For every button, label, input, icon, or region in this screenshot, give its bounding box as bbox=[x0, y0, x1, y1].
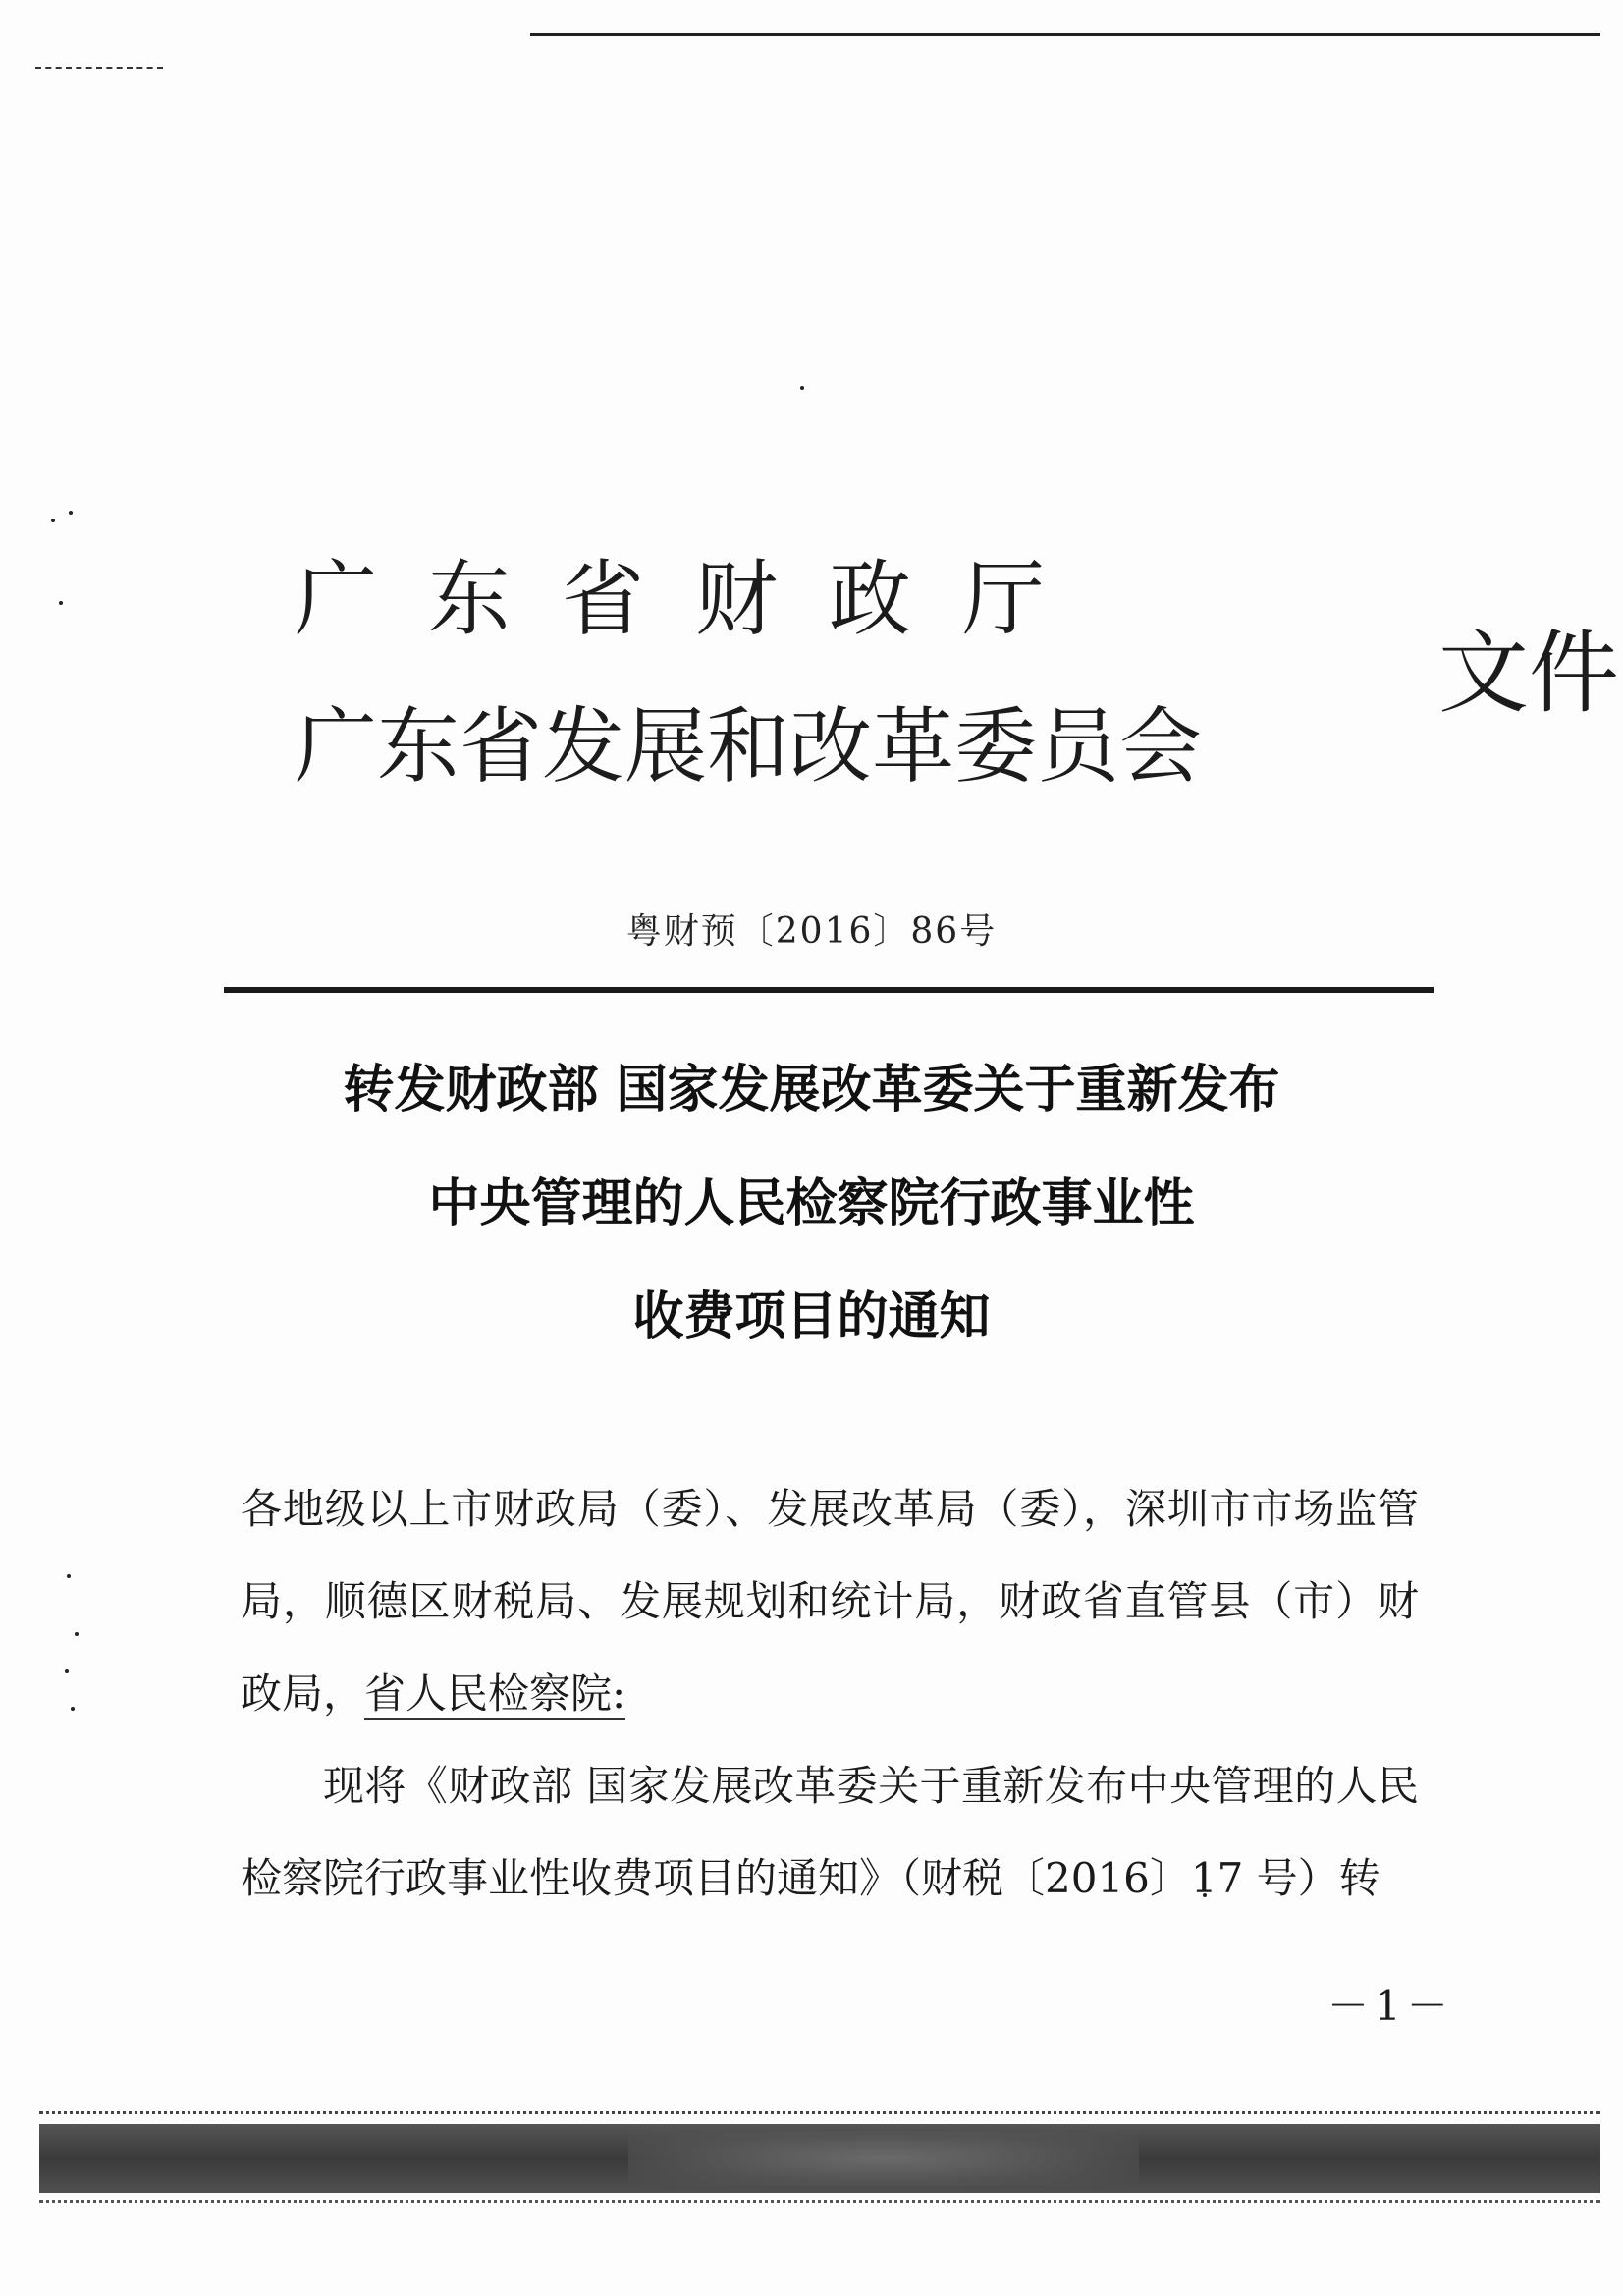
scan-bottom-noise bbox=[39, 2200, 1600, 2213]
org-name-finance: 广东省财政厅 bbox=[295, 551, 1097, 647]
header-separator-line bbox=[224, 987, 1434, 993]
page-number: －1－ bbox=[1327, 1982, 1454, 2030]
scan-speck bbox=[75, 1632, 79, 1636]
document-title-line-1: 转发财政部 国家发展改革委关于重新发布 bbox=[343, 1061, 1280, 1120]
recipients-paragraph bbox=[241, 1463, 1419, 1740]
scan-speck bbox=[71, 1707, 75, 1711]
scan-top-left-mark bbox=[35, 67, 163, 71]
scan-speck bbox=[59, 601, 63, 605]
document-title-line-2: 中央管理的人民检察院行政事业性 bbox=[428, 1175, 1195, 1233]
issuing-authorities bbox=[295, 551, 1620, 813]
document-title-line-3: 收费项目的通知 bbox=[632, 1287, 991, 1346]
recipients-underlined-text: 省人民检察院: bbox=[364, 1669, 626, 1718]
document-type-label: 文件 bbox=[1438, 621, 1620, 726]
scan-speck bbox=[51, 519, 55, 522]
scan-bottom-blot bbox=[628, 2131, 1139, 2186]
document-number: 粤财预〔2016〕86号 bbox=[625, 911, 998, 952]
org-name-development: 广东省发展和改革委员会 bbox=[295, 698, 1203, 794]
scan-speck bbox=[67, 1574, 71, 1578]
scan-speck bbox=[800, 386, 804, 390]
scan-bottom-noise bbox=[39, 2111, 1600, 2124]
body-paragraph-1: 现将《财政部 国家发展改革委关于重新发布中央管理的人民检察院行政事业性收费项目的通知》（财税〔2016〕17 号）转 bbox=[241, 1762, 1419, 1902]
scan-speck bbox=[69, 511, 73, 515]
document-body bbox=[241, 1463, 1419, 1925]
scan-top-rule bbox=[530, 33, 1600, 36]
recipients-text: 各地级以上市财政局（委）、发展改革局（委），深圳市市场监管局，顺德区财税局、发展规划和统计局，财政省直管县（市）财政局， bbox=[241, 1485, 1419, 1718]
scan-speck bbox=[65, 1669, 69, 1673]
